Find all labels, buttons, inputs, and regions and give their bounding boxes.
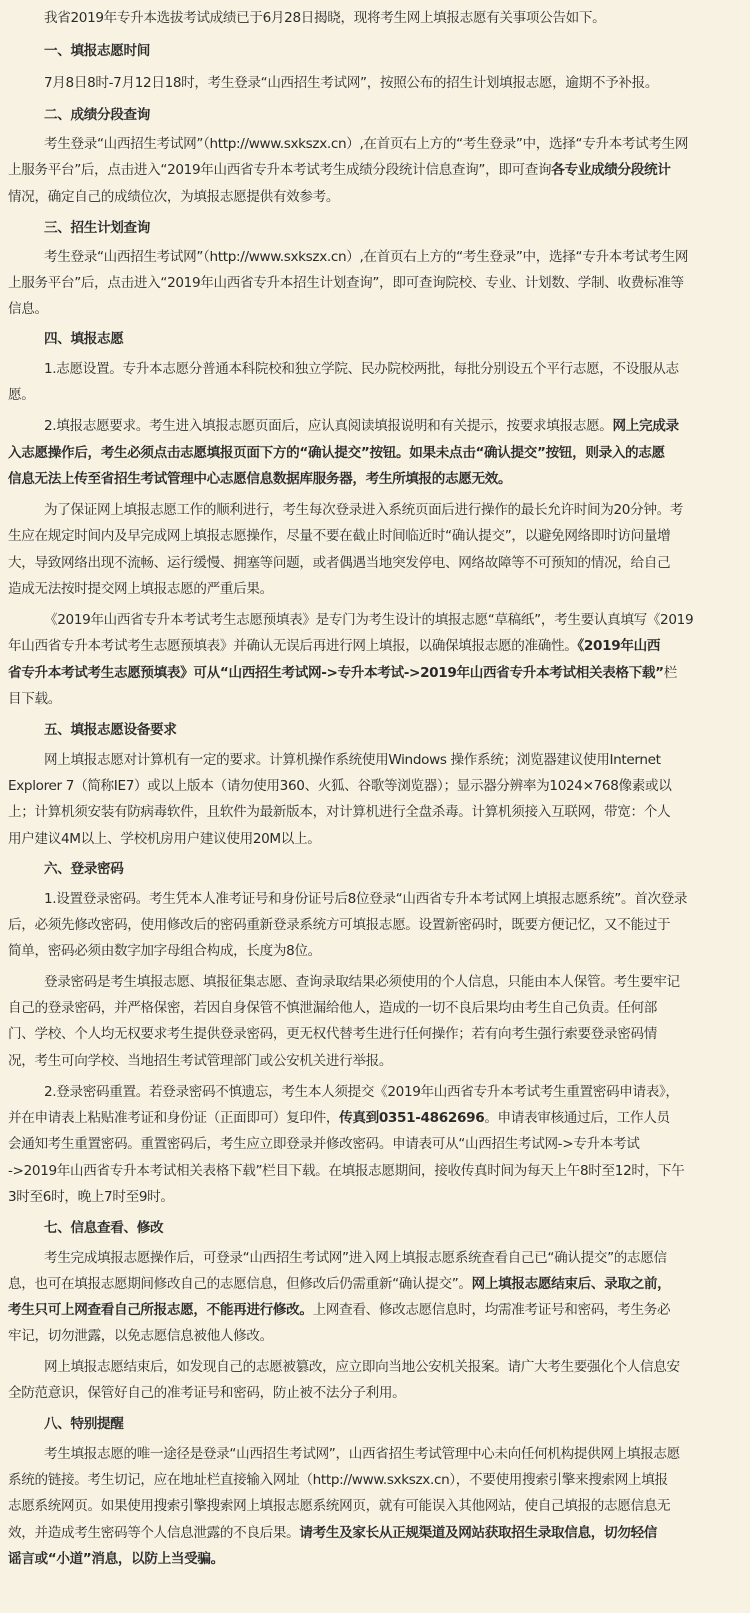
- text-line: [0, 1322, 750, 1350]
- line-content: [8, 1466, 668, 1494]
- text-segment: 上服务平台”后，点击进入“2019年山西省专升本考试考生成绩分段统计信息查询”，即可查询: [8, 162, 552, 178]
- text-line: [0, 1519, 750, 1547]
- text-segment: 栏: [663, 665, 677, 681]
- text-line: [0, 101, 750, 129]
- line-content: [8, 937, 321, 965]
- text-segment: 年山西省专升本考试考生志愿预填表》并确认无误后再进行网上填报，以确保填报志愿的准确性。: [8, 638, 578, 654]
- text-segment: 为了保证网上填报志愿工作的顺利进行，考生每次登录进入系统页面后进行操作的最长允许时间为20分钟。考: [44, 502, 684, 518]
- line-content: [8, 1296, 670, 1324]
- text-segment: 简单，密码必须由数字加字母组合构成，长度为8位。: [8, 943, 321, 959]
- text-segment: 门、学校、个人均无权要求考生提供登录密码，更无权代替考生进行任何操作；若有向考生强行索要登录密码情: [8, 1026, 657, 1042]
- text-segment: 上服务平台”后，点击进入“2019年山西省专升本招生计划查询”，即可查询院校、专业、计划数、学制、收费标准等: [8, 275, 684, 291]
- bold-text: 传真到0351-4862696: [339, 1110, 485, 1126]
- line-content: [44, 968, 680, 996]
- line-content: [8, 1270, 670, 1298]
- text-line: [0, 1440, 750, 1468]
- line-content: [44, 355, 679, 383]
- text-line: [0, 1183, 750, 1211]
- line-content: [44, 37, 150, 65]
- bold-text: 七、信息查看、修改: [44, 1220, 164, 1236]
- line-content: [44, 1244, 667, 1272]
- text-line: [0, 716, 750, 744]
- line-content: [8, 183, 339, 211]
- text-segment: 大，导致网络出现不流畅、运行缓慢、拥塞等问题，或者偶遇当地突发停电、网络故障等不可预知的情况，给自己: [8, 555, 671, 571]
- text-segment: 信息。: [8, 301, 48, 317]
- text-line: [0, 885, 750, 913]
- line-content: [44, 69, 658, 97]
- text-line: [0, 439, 750, 467]
- text-line: [0, 130, 750, 158]
- text-segment: 效，并造成考生密码等个人信息泄露的不良后果。: [8, 1525, 300, 1541]
- line-content: [44, 1353, 680, 1381]
- line-content: [8, 1183, 174, 1211]
- text-line: [0, 1353, 750, 1381]
- line-content: [8, 575, 273, 603]
- line-content: [44, 101, 150, 129]
- bold-text: 信息无法上传至省招生考试管理中心志愿信息数据库服务器，考生所填报的志愿无效。: [8, 471, 512, 487]
- text-segment: 考生完成填报志愿操作后，可登录“山西招生考试网”进入网上填报志愿系统查看自己已“确认提交”的志愿信: [44, 1250, 667, 1266]
- line-content: [8, 1379, 405, 1407]
- text-line: [0, 1020, 750, 1048]
- text-segment: 愿。: [8, 387, 35, 403]
- text-line: [0, 1379, 750, 1407]
- line-content: [44, 243, 688, 271]
- line-content: [8, 1157, 684, 1185]
- text-line: [0, 4, 750, 32]
- text-line: [0, 37, 750, 65]
- text-line: [0, 772, 750, 800]
- text-segment: 全防范意识，保管好自己的准考证号和密码，防止被不法分子利用。: [8, 1385, 406, 1401]
- line-content: [44, 325, 123, 353]
- bold-text: 二、成绩分段查询: [44, 107, 150, 123]
- text-line: [0, 1157, 750, 1185]
- line-content: [44, 130, 688, 158]
- line-content: [44, 214, 150, 242]
- text-segment: 2.登录密码重置。若登录密码不慎遗忘，考生本人须提交《2019年山西省专升本考试考生重置密码申请表》，: [44, 1084, 679, 1100]
- text-line: [0, 575, 750, 603]
- text-segment: 网上填报志愿结束后，如发现自己的志愿被篡改，应立即向当地公安机关报案。请广大考生要强化个人信息安: [44, 1359, 680, 1375]
- text-segment: 系统的链接。考生切记，应在地址栏直接输入网址（http://www.sxkszx.cn），不要使用搜索引擎来搜索网上填报: [8, 1472, 668, 1488]
- bold-text: 各专业成绩分段统计: [551, 162, 671, 178]
- text-line: [0, 1466, 750, 1494]
- line-content: [44, 1410, 123, 1438]
- line-content: [8, 439, 665, 467]
- line-content: [8, 381, 35, 409]
- text-segment: 息，也可在填报志愿期间修改自己的志愿信息，但修改后仍需重新“确认提交”。: [8, 1276, 472, 1292]
- bold-text: 省专升本考试考生志愿预填表》可从“山西招生考试网->专升本考试->2019年山西省专升本考试相关表格下载”: [8, 665, 664, 681]
- line-content: [8, 772, 672, 800]
- text-line: [0, 412, 750, 440]
- text-segment: 7月8日8时-7月12日18时，考生登录“山西招生考试网”，按照公布的招生计划填报志愿，逾期不予补报。: [44, 75, 659, 91]
- line-content: [8, 1020, 657, 1048]
- bold-text: 一、填报志愿时间: [44, 43, 150, 59]
- text-line: [0, 1214, 750, 1242]
- line-content: [44, 496, 683, 524]
- text-line: [0, 1410, 750, 1438]
- text-line: [0, 381, 750, 409]
- bold-text: 入志愿操作后，考生必须点击志愿填报页面下方的“确认提交”按钮。如果未点击“确认提交”按钮，则录入的志愿: [8, 445, 665, 461]
- text-segment: 网上填报志愿对计算机有一定的要求。计算机操作系统使用Windows 操作系统；浏览器建议使用Internet: [44, 752, 661, 768]
- text-line: [0, 549, 750, 577]
- bold-text: 四、填报志愿: [44, 331, 124, 347]
- text-segment: 2.填报志愿要求。考生进入填报志愿页面后，应认真阅读填报说明和有关提示，按要求填报志愿。: [44, 418, 613, 434]
- text-line: [0, 659, 750, 687]
- bold-text: 《2019年山西: [577, 638, 661, 654]
- text-segment: 生应在规定时间内及早完成网上填报志愿操作，尽量不要在截止时间临近时“确认提交”，以避免网络即时访问量增: [8, 528, 671, 544]
- text-segment: 牢记，切勿泄露，以免志愿信息被他人修改。: [8, 1328, 273, 1344]
- text-segment: 登录密码是考生填报志愿、填报征集志愿、查询录取结果必须使用的个人信息，只能由本人保管。考生要牢记: [44, 974, 680, 990]
- line-content: [8, 825, 321, 853]
- text-line: [0, 1545, 750, 1573]
- text-segment: ->2019年山西省专升本考试相关表格下载”栏目下载。在填报志愿期间，接收传真时间为每天上午8时至12时，下午: [8, 1163, 685, 1179]
- line-content: [8, 994, 657, 1022]
- line-content: [8, 911, 670, 939]
- text-segment: 志愿系统网页。如果使用搜索引擎搜索网上填报志愿系统网页，就有可能误入其他网站，使自己填报的志愿信息无: [8, 1498, 671, 1514]
- line-content: [44, 1440, 680, 1468]
- text-line: [0, 183, 750, 211]
- text-line: [0, 1047, 750, 1075]
- line-content: [8, 156, 671, 184]
- text-line: [0, 1492, 750, 1520]
- line-content: [8, 1545, 224, 1573]
- bold-text: 六、登录密码: [44, 861, 124, 877]
- bold-text: 谣言或“小道”消息，以防上当受骗。: [8, 1551, 224, 1567]
- text-line: [0, 685, 750, 713]
- line-content: [44, 1078, 679, 1106]
- line-content: [44, 885, 687, 913]
- bold-text: 三、招生计划查询: [44, 220, 150, 236]
- text-line: [0, 606, 750, 634]
- line-content: [44, 606, 693, 634]
- line-content: [8, 1322, 273, 1350]
- text-segment: 情况，确定自己的成绩位次，为填报志愿提供有效参考。: [8, 189, 340, 205]
- text-line: [0, 214, 750, 242]
- text-line: [0, 325, 750, 353]
- text-segment: 《2019年山西省专升本考试考生志愿预填表》是专门为考生设计的填报志愿“草稿纸”，考生要认真填写《2019: [44, 612, 694, 628]
- text-line: [0, 825, 750, 853]
- text-line: [0, 69, 750, 97]
- text-segment: 我省2019年专升本选拔考试成绩已于6月28日揭晓，现将考生网上填报志愿有关事项公告如下。: [44, 10, 606, 26]
- text-line: [0, 937, 750, 965]
- line-content: [8, 632, 660, 660]
- text-segment: 。申请表审核通过后，工作人员: [484, 1110, 670, 1126]
- bold-text: 请考生及家长从正规渠道及网站获取招生录取信息，切勿轻信: [299, 1525, 657, 1541]
- text-segment: 考生登录“山西招生考试网”（http://www.sxkszx.cn）,在首页右上方的“考生登录”中，选择“专升本考试考生网: [44, 249, 689, 265]
- line-content: [8, 522, 670, 550]
- text-line: [0, 355, 750, 383]
- line-content: [44, 716, 176, 744]
- text-line: [0, 269, 750, 297]
- text-line: [0, 156, 750, 184]
- text-segment: 1.设置登录密码。考生凭本人准考证号和身份证号后8位登录“山西省专升本考试网上填报志愿系统”。首次登录: [44, 891, 688, 907]
- line-content: [8, 1492, 670, 1520]
- line-content: [44, 412, 679, 440]
- line-content: [8, 269, 684, 297]
- line-content: [8, 549, 670, 577]
- line-content: [8, 1104, 670, 1132]
- line-content: [8, 798, 670, 826]
- text-segment: 1.志愿设置。专升本志愿分普通本科院校和独立学院、民办院校两批，每批分别设五个平行志愿，不设服从志: [44, 361, 679, 377]
- text-segment: 上网查看、修改志愿信息时，均需准考证号和密码，考生务必: [312, 1302, 671, 1318]
- text-line: [0, 1244, 750, 1272]
- line-content: [44, 1214, 163, 1242]
- line-content: [8, 1130, 640, 1158]
- text-segment: 考生登录“山西招生考试网”（http://www.sxkszx.cn）,在首页右上方的“考生登录”中，选择“专升本考试考生网: [44, 136, 689, 152]
- text-line: [0, 1078, 750, 1106]
- line-content: [44, 746, 661, 774]
- text-line: [0, 1270, 750, 1298]
- text-segment: 用户建议4M以上、学校机房用户建议使用20M以上。: [8, 831, 321, 847]
- text-segment: Explorer 7（简称IE7）或以上版本（请勿使用360、火狐、谷歌等浏览器）；显示器分辨率为1024×768像素或以: [8, 778, 672, 794]
- text-line: [0, 746, 750, 774]
- text-segment: 造成无法按时提交网上填报志愿的严重后果。: [8, 581, 273, 597]
- text-line: [0, 632, 750, 660]
- text-segment: 况，考生可向学校、当地招生考试管理部门或公安机关进行举报。: [8, 1053, 393, 1069]
- bold-text: 网上完成录: [612, 418, 679, 434]
- bold-text: 网上填报志愿结束后、录取之前，: [471, 1276, 671, 1292]
- text-segment: 后，必须先修改密码，使用修改后的密码重新登录系统方可填报志愿。设置新密码时，既要方便记忆，又不能过于: [8, 917, 671, 933]
- text-segment: 目下载。: [8, 691, 61, 707]
- bold-text: 考生只可上网查看自己所报志愿，不能再进行修改。: [8, 1302, 313, 1318]
- text-line: [0, 243, 750, 271]
- line-content: [8, 465, 511, 493]
- text-segment: 考生填报志愿的唯一途径是登录“山西招生考试网”，山西省招生考试管理中心未向任何机构提供网上填报志愿: [44, 1446, 680, 1462]
- text-line: [0, 465, 750, 493]
- text-line: [0, 911, 750, 939]
- text-segment: 上；计算机须安装有防病毒软件，且软件为最新版本，对计算机进行全盘杀毒。计算机须接入互联网，带宽：个人: [8, 804, 671, 820]
- text-line: [0, 1296, 750, 1324]
- text-line: [0, 522, 750, 550]
- text-segment: 自己的登录密码，并严格保密，若因自身保管不慎泄漏给他人，造成的一切不良后果均由考生自己负责。任何部: [8, 1000, 657, 1016]
- line-content: [44, 4, 605, 32]
- text-line: [0, 1130, 750, 1158]
- text-segment: 3时至6时，晚上7时至9时。: [8, 1189, 174, 1205]
- line-content: [8, 295, 48, 323]
- text-line: [0, 1104, 750, 1132]
- text-segment: 并在申请表上粘贴准考证和身份证（正面即可）复印件，: [8, 1110, 340, 1126]
- bold-text: 八、特别提醒: [44, 1416, 124, 1432]
- line-content: [8, 1047, 392, 1075]
- text-line: [0, 855, 750, 883]
- line-content: [44, 855, 123, 883]
- text-line: [0, 295, 750, 323]
- text-line: [0, 798, 750, 826]
- line-content: [8, 685, 61, 713]
- bold-text: 五、填报志愿设备要求: [44, 722, 177, 738]
- text-line: [0, 994, 750, 1022]
- text-segment: 会通知考生重置密码。重置密码后，考生应立即登录并修改密码。申请表可从“山西招生考试网->专升本考试: [8, 1136, 640, 1152]
- text-line: [0, 496, 750, 524]
- line-content: [8, 1519, 657, 1547]
- text-line: [0, 968, 750, 996]
- line-content: [8, 659, 677, 687]
